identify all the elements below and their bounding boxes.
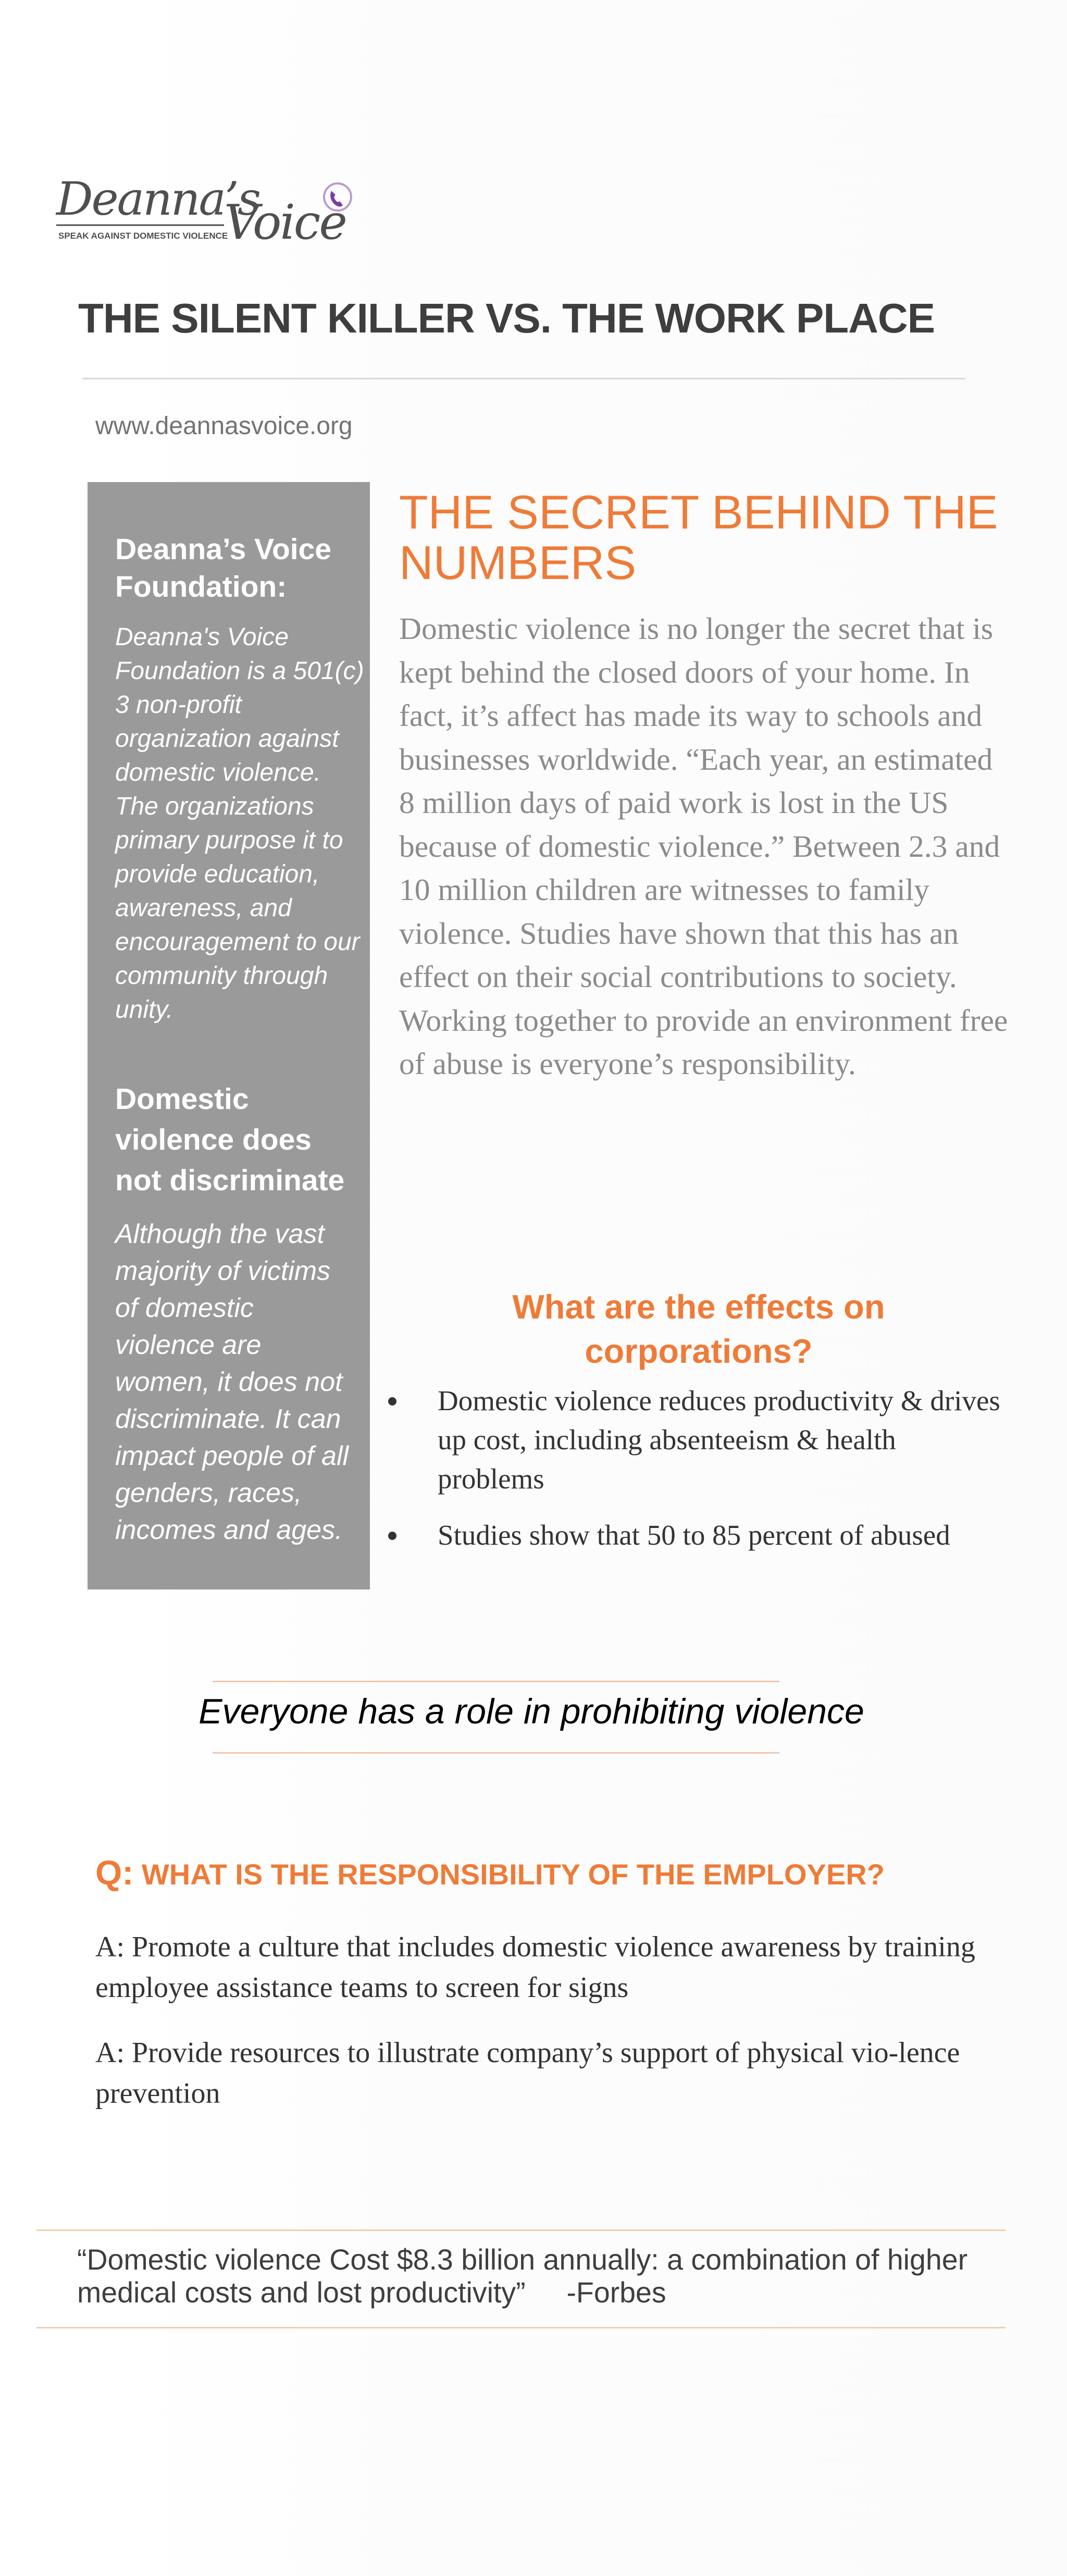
quote-text: “Domestic violence Cost $8.3 billion annually: a combination of higher medical costs and lost productivity” [77,2244,968,2309]
answer-1: A: Promote a culture that includes domestic violence awareness by training employee assistance teams to screen for signs [95,1931,975,2004]
secret-numbers-paragraph: Domestic violence is no longer the secret that is kept behind the closed doors of your home. In fact, it’s affect has made its way to schools and businesses worldwide. “Each year, an estimated 8 million days of paid work is lost in the US because of domestic violence.” Between 2.3 and 10 million children are witnesses to family violence. Studies have shown that this has an effect on their social contributions to society. Working together to provide an environment free of abuse is everyone’s responsibility. [399,611,1008,1081]
logo-graphic [52,167,375,255]
employer-question [95,1853,885,1892]
list-item [388,1515,1003,1555]
answer-2: A: Provide resources to illustrate company’s support of physical vio-lence prevention [95,2037,960,2110]
svg-text:Voice: Voice [224,194,346,250]
foundation-description: Deanna's Voice Foundation is a 501(c) 3 non-profit organization against domestic violence. The organizations primary purpose it to provide education, awareness, and encouragement to our community through unity. [115,623,364,1024]
effects-heading: What are the effects on corporations? [512,1288,885,1370]
bullet-icon [388,1532,396,1540]
foundation-heading: Deanna’s Voice Foundation: [115,533,332,603]
svg-text:SPEAK AGAINST DOMESTIC VIOLENC: SPEAK AGAINST DOMESTIC VIOLENCE [58,231,228,241]
discrimination-description: Although the vast majority of victims of domestic violence are women, it does not discriminate. It can impact people of all genders, races, incomes and ages. [115,1219,349,1545]
question-text: WHAT IS THE RESPONSIBILITY OF THE EMPLOYER? [141,1858,885,1891]
page-title: THE SILENT KILLER VS. THE WORK PLACE [78,295,935,341]
role-bottom-divider [213,1752,779,1754]
discrimination-heading: Domestic violence does not discriminate [115,1082,345,1197]
quote-source: -Forbes [566,2276,666,2309]
role-top-divider [213,1681,779,1682]
website-link[interactable]: www.deannasvoice.org [95,412,353,440]
quote-bottom-divider [36,2327,1006,2328]
sidebar-panel [88,482,370,1589]
effects-item-text: Studies show that 50 to 85 percent of abused [438,1519,950,1551]
forbes-quote [77,2244,1015,2309]
bullet-icon [388,1397,396,1406]
effects-item-text: Domestic violence reduces productivity & drives up cost, including absenteeism & health problems [438,1385,1000,1495]
list-item [388,1381,1003,1498]
secret-numbers-heading: THE SECRET BEHIND THE NUMBERS [399,486,998,589]
role-callout: Everyone has a role in prohibiting violence [198,1692,864,1731]
title-divider [82,378,965,379]
quote-top-divider [36,2229,1006,2231]
effects-list [388,1381,1003,1572]
deannas-voice-logo [52,167,375,255]
question-prefix: Q: [95,1853,134,1892]
svg-text:Deanna’s: Deanna’s [56,172,260,226]
